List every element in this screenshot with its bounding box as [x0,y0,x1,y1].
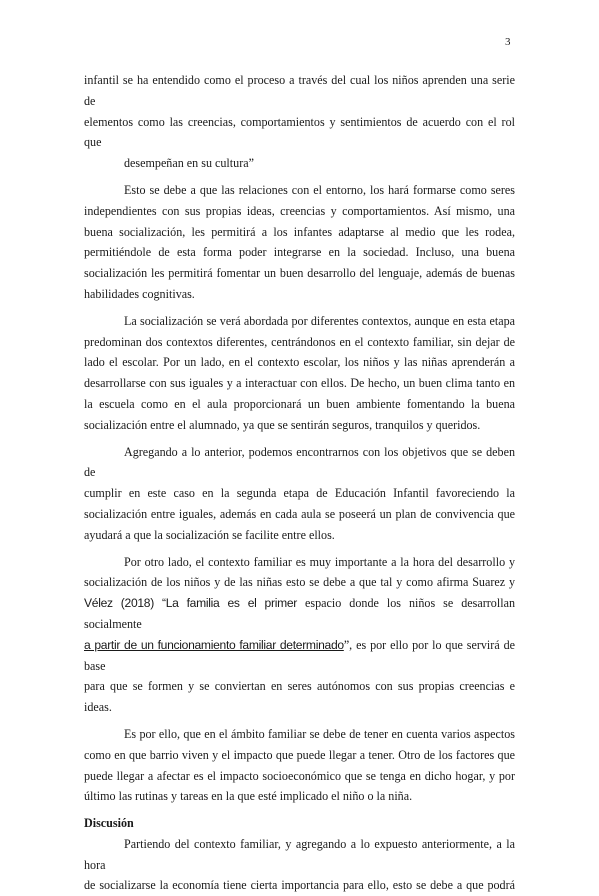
section-heading: Discusión [84,816,134,831]
text-line: la escuela como en el aula proporcionará un buen ambiente fomentando la buena [84,396,515,411]
text-line: independientes con sus propias ideas, creencias y comportamientos. Así mismo, una [84,203,515,218]
text-line: desempeñan en su cultura” [124,156,254,171]
text-line [84,635,515,677]
paragraph-quote-end [84,70,515,174]
text-line: buena socialización, les permitirá a los infantes adaptarse al medio que les rodea, [84,224,515,239]
text-line: La socialización se verá abordada por diferentes contextos, aunque en esta etapa [124,313,515,328]
citation-underlined: a partir de un funcionamiento familiar determinado [84,637,344,652]
text-line: Esto se debe a que las relaciones con el entorno, los hará formarse como seres [124,182,515,197]
paragraph-aspects [84,724,515,807]
text-line: puede llegar a afectar es el impacto socioeconómico que se tenga en dicho hogar, y por [84,768,515,783]
page-body [84,70,515,896]
text-line: socialización de los niños y de las niñas esto se debe a que tal y como afirma Suarez y [84,575,515,590]
text-line: desarrollarse con sus iguales y a interactuar con ellos. De hecho, un buen clima tanto en [84,376,515,391]
text-line: Partiendo del contexto familiar, y agregando a lo expuesto anteriormente, a la hora [84,836,515,872]
text-line: infantil se ha entendido como el proceso a través del cual los niños aprenden una serie de [84,73,515,108]
citation-continuation: ”, es por ello por lo que servirá de base [84,637,516,673]
paragraph-objectives [84,442,515,546]
text-line: habilidades cognitivas. [84,286,195,301]
text-line: Es por ello, que en el ámbito familiar se debe de tener en cuenta varios aspectos [124,726,515,741]
text-line: lado el escolar. Por un lado, en el contexto escolar, los niños y las niñas aprenderán a [84,355,515,370]
text-line: Por otro lado, el contexto familiar es muy importante a la hora del desarrollo y [124,554,515,569]
text-line: último las rutinas y tareas en la que esté implicado el niño o la niña. [84,789,413,804]
text-line: predominan dos contextos diferentes, centrándonos en el contexto familiar, sin dejar de [84,334,515,349]
text-line: de socializarse la economía tiene cierta importancia para ello, esto se debe a que podrá [84,878,515,893]
text-line: Agregando a lo anterior, podemos encontrarnos con los objetivos que se deben de [84,444,515,480]
citation-text: Vélez (2018) “La familia es el primer [84,596,298,611]
page-number: 3 [505,36,511,48]
text-line: socialización entre iguales, además en cada aula se poseerá un plan de convivencia que [84,506,515,521]
text-line: cumplir en este caso en la segunda etapa de Educación Infantil favoreciendo la [84,486,515,501]
text-line: ayudará a que la socialización se facilite entre ellos. [84,527,335,542]
text-line: socialización entre el alumnado, ya que se sentirán seguros, tranquilos y queridos. [84,417,481,432]
text-line: permitiéndole de esta forma poder integrarse en la sociedad. Incluso, una buena [84,245,515,260]
paragraph-discussion [84,834,515,896]
text-line: elementos como las creencias, comportamientos y sentimientos de acuerdo con el rol que [84,114,515,150]
text-line: para que se formen y se conviertan en seres autónomos con sus propias creencias e ideas. [84,679,515,715]
citation-continuation: espacio donde los niños se desarrollan socialmente [84,596,515,631]
text-line [84,593,515,635]
paragraph-contexts [84,311,515,436]
paragraph-relations [84,180,515,305]
text-line: como en que barrio viven y el impacto que puede llegar a tener. Otro de los factores que [84,747,515,762]
text-line: socialización les permitirá fomentar un buen desarrollo del lenguaje, además de buenas [84,266,515,281]
paragraph-family-context [84,552,515,718]
